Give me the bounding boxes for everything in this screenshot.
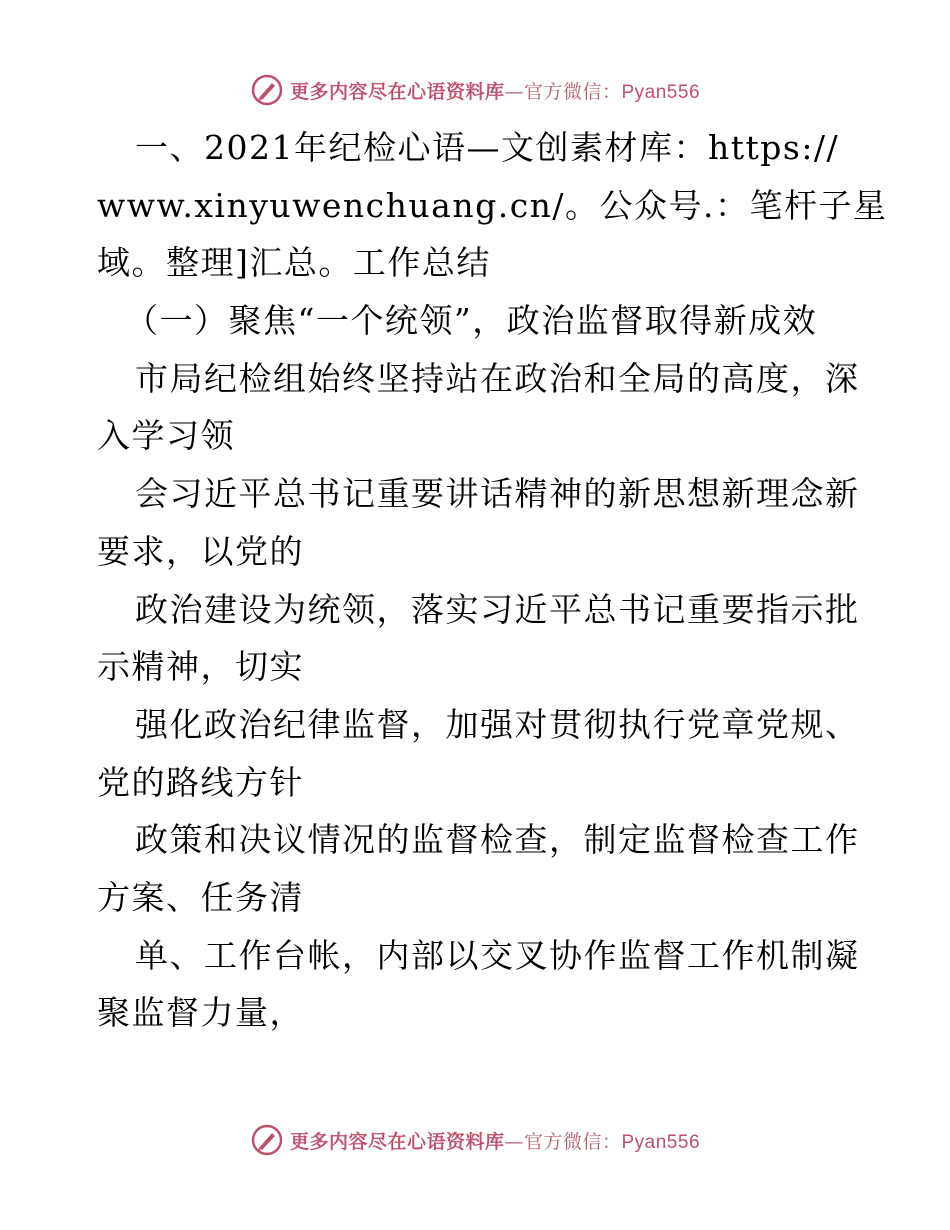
document-body <box>97 119 888 1042</box>
footer-banner <box>0 1120 950 1160</box>
footer-banner-id: Pyan556 <box>621 1131 701 1153</box>
footer-banner-sub: —官方微信： <box>504 1130 622 1153</box>
body-line: 要求，以党的 <box>97 531 304 571</box>
body-line: 方案、任务清 <box>97 877 304 917</box>
header-banner <box>0 70 950 110</box>
body-line: 聚监督力量， <box>97 993 304 1033</box>
body-line: 强化政治纪律监督，加强对贯彻执行党章党规、 <box>135 704 860 744</box>
pen-logo-icon <box>250 1123 284 1157</box>
footer-banner-main: 更多内容尽在心语资料库 <box>289 1130 505 1153</box>
pen-logo-icon <box>250 73 284 107</box>
body-line: 域。整理]汇总。工作总结 <box>97 243 491 283</box>
body-line: www.xinyuwenchuang.cn/。公众号.：笔杆子星 <box>97 185 888 225</box>
header-banner-id: Pyan556 <box>621 81 701 103</box>
header-banner-text <box>290 77 700 104</box>
section-heading: （一）聚焦“一个统领”，政治监督取得新成效 <box>125 301 818 341</box>
body-line: 政治建设为统领，落实习近平总书记重要指示批 <box>135 589 860 629</box>
footer-banner-text <box>290 1127 700 1154</box>
body-line: 会习近平总书记重要讲话精神的新思想新理念新 <box>135 474 860 514</box>
body-line: 示精神，切实 <box>97 647 304 687</box>
body-line: 政策和决议情况的监督检查，制定监督检查工作 <box>135 820 860 860</box>
body-line: 单、工作台帐，内部以交叉协作监督工作机制凝 <box>135 935 860 975</box>
body-line: 市局纪检组始终坚持站在政治和全局的高度，深 <box>135 358 860 398</box>
body-line: 入学习领 <box>97 416 235 456</box>
header-banner-sub: —官方微信： <box>504 80 622 103</box>
header-banner-main: 更多内容尽在心语资料库 <box>289 80 505 103</box>
body-line: 一、2021年纪检心语—文创素材库：https:// <box>135 128 840 167</box>
body-line: 党的路线方针 <box>97 762 304 802</box>
